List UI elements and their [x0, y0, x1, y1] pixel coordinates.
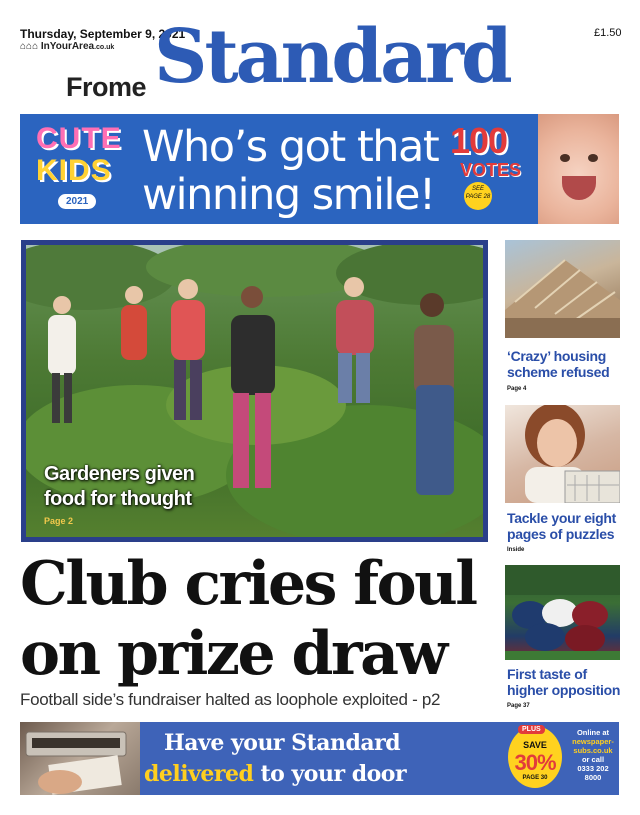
photo-caption-line1: Gardeners given	[44, 463, 195, 485]
home-icon: ⌂⌂⌂	[20, 41, 41, 52]
sidebar-rugby-title-line1: First taste of	[507, 666, 587, 682]
save-label: SAVE	[523, 740, 547, 750]
online-url[interactable]: newspaper-subs.co.uk	[572, 737, 614, 755]
sidebar-housing-title-line2: scheme refused	[507, 364, 610, 380]
masthead-frome: Frome	[66, 72, 147, 102]
see-page-sticker: SEE PAGE 28	[464, 182, 492, 210]
issue-date: Thursday, September 9, 2021	[20, 27, 186, 41]
phone-number[interactable]: 0333 202 8000	[577, 764, 609, 782]
baby-eye-left	[560, 154, 570, 162]
votes-number: 100	[450, 120, 508, 161]
sidebar-thumb-housing[interactable]	[505, 240, 620, 338]
photo-caption-line2: food for thought	[44, 488, 192, 510]
sidebar-thumb-puzzles[interactable]	[505, 405, 620, 503]
footer-headline-line2-rest: to your door	[253, 761, 407, 787]
online-label: Online at	[576, 728, 610, 737]
cover-price: £1.50	[594, 27, 622, 39]
main-standfirst: Football side’s fundraiser halted as loophole exploited - p2	[20, 690, 441, 709]
rugby-scrum-illustration	[505, 565, 620, 660]
footer-headline-line1: Have your Standard	[164, 730, 401, 756]
inyourarea-tld: .co.uk	[94, 44, 115, 51]
woman-puzzles-illustration	[505, 405, 620, 503]
lead-photo-gardeners[interactable]	[21, 240, 488, 542]
sidebar-puzzles-page: Inside	[507, 547, 525, 553]
footer-delivered-highlight: delivered	[144, 761, 254, 787]
save-percent: 30%	[514, 750, 556, 775]
letterbox-illustration	[20, 722, 140, 795]
sidebar-rugby-page: Page 37	[507, 703, 530, 709]
cute-kids-logo	[30, 122, 130, 216]
subscription-contact[interactable]	[568, 728, 618, 782]
cute-kids-promo-banner[interactable]	[20, 114, 619, 224]
cute-kids-year: 2021	[58, 194, 96, 209]
main-headline-line2[interactable]: on prize draw	[20, 619, 446, 689]
baby-mouth	[562, 176, 596, 200]
promo-headline-line2: winning smile!	[142, 170, 435, 220]
cute-kids-logo-kids: KIDS	[36, 154, 112, 187]
sidebar-rugby-title-line2: higher opposition	[507, 682, 621, 698]
sidebar-item-housing[interactable]	[507, 348, 609, 380]
baby-eye-right	[588, 154, 598, 162]
footer-headline-line2	[144, 761, 406, 787]
inyourarea-label: InYourArea	[40, 41, 95, 52]
sidebar-puzzles-title-line2: pages of puzzles	[507, 526, 615, 542]
smiling-baby-photo	[538, 114, 619, 224]
main-headline-line1[interactable]: Club cries foul	[20, 549, 476, 619]
call-label: or call	[581, 755, 605, 764]
sidebar-item-rugby[interactable]	[507, 666, 620, 698]
cute-kids-logo-cute: CUTE	[36, 122, 122, 155]
sidebar-puzzles-title-line1: Tackle your eight	[507, 510, 617, 526]
sidebar-item-puzzles[interactable]	[507, 510, 616, 542]
subscription-banner[interactable]	[20, 722, 619, 795]
save-page: PAGE 30	[522, 775, 548, 781]
save-badge	[508, 726, 562, 788]
sidebar-housing-title-line1: ‘Crazy’ housing	[507, 348, 606, 364]
sidebar-thumb-rugby[interactable]	[505, 565, 620, 660]
masthead-standard: Standard	[154, 14, 510, 100]
sidebar-housing-page: Page 4	[507, 386, 527, 392]
votes-label: VOTES	[460, 160, 522, 180]
plus-tag: PLUS	[518, 725, 545, 734]
votes-badge	[450, 120, 542, 214]
promo-headline-line1: Who’s got that	[142, 122, 439, 172]
roof-construction-illustration	[505, 240, 620, 338]
inyourarea-logo[interactable]	[20, 41, 114, 52]
letterbox-photo	[20, 722, 140, 795]
photo-caption-page: Page 2	[44, 516, 74, 526]
